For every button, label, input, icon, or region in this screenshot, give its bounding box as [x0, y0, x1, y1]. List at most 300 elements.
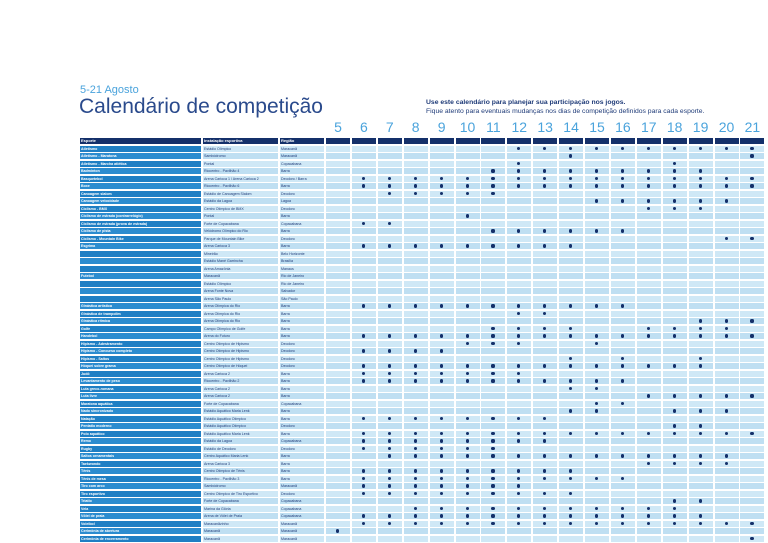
day-cell [533, 423, 558, 429]
sport-cell: Remo [80, 438, 202, 444]
day-cell [430, 161, 455, 167]
sport-cell: Levantamento de peso [80, 378, 202, 384]
day-cell [689, 468, 714, 474]
competition-day-dot [750, 522, 753, 525]
competition-day-dot [543, 454, 546, 457]
day-cell [740, 206, 765, 212]
day-cell [352, 153, 377, 159]
day-cell [689, 536, 714, 542]
day-cell [585, 446, 610, 452]
day-cell [740, 183, 765, 189]
day-cell [559, 303, 584, 309]
day-cell [740, 153, 765, 159]
day-cell [456, 356, 481, 362]
day-cell [689, 176, 714, 182]
day-cell [559, 198, 584, 204]
day-cell [533, 311, 558, 317]
sport-cell: Luta livre [80, 393, 202, 399]
day-cell [378, 176, 403, 182]
day-cell [533, 468, 558, 474]
venue-cell: Estádio da Lagoa [203, 198, 279, 204]
day-cell [326, 198, 351, 204]
competition-day-dot [440, 477, 443, 480]
day-cell [585, 423, 610, 429]
day-cell [663, 356, 688, 362]
day-cell [663, 431, 688, 437]
day-cell [611, 146, 636, 152]
venue-cell: Estádio Aquático Maria Lenk [203, 431, 279, 437]
day-cell [663, 333, 688, 339]
day-cell [740, 438, 765, 444]
competition-day-dot [595, 364, 598, 367]
day-cell [507, 213, 532, 219]
day-cell [507, 191, 532, 197]
competition-day-dot [699, 394, 702, 397]
day-cell [352, 528, 377, 534]
day-cell [378, 198, 403, 204]
day-cell [481, 228, 506, 234]
competition-day-dot [725, 319, 728, 322]
competition-day-dot [543, 184, 546, 187]
day-cell [430, 363, 455, 369]
day-cell [740, 281, 765, 287]
competition-day-dot [388, 244, 391, 247]
day-cell [559, 221, 584, 227]
day-cell [507, 491, 532, 497]
venue-cell: Arena Carioca 3 [203, 461, 279, 467]
day-cell [715, 273, 740, 279]
day-cell [507, 378, 532, 384]
competition-day-dot [440, 447, 443, 450]
competition-day-dot [595, 334, 598, 337]
day-cell [456, 191, 481, 197]
day-cell [689, 251, 714, 257]
day-cell [740, 431, 765, 437]
day-cell [481, 446, 506, 452]
day-cell [326, 438, 351, 444]
day-cell [585, 303, 610, 309]
competition-day-dot [647, 507, 650, 510]
competition-day-dot [414, 372, 417, 375]
day-cell [663, 221, 688, 227]
day-cell [585, 416, 610, 422]
day-cell [481, 431, 506, 437]
venue-cell: Arena Carioca 3 [203, 243, 279, 249]
day-cell [559, 296, 584, 302]
day-cell [740, 333, 765, 339]
day-cell [456, 326, 481, 332]
region-cell: Barra [280, 416, 325, 422]
day-cell [481, 296, 506, 302]
day-cell [404, 521, 429, 527]
competition-day-dot [466, 244, 469, 247]
day-cell [378, 236, 403, 242]
competition-day-dot [673, 462, 676, 465]
day-cell [689, 528, 714, 534]
day-cell [585, 273, 610, 279]
day-cell [715, 303, 740, 309]
day-cell [559, 206, 584, 212]
day-cell [404, 408, 429, 414]
competition-day-dot [491, 244, 494, 247]
day-cell [352, 476, 377, 482]
day-cell [715, 236, 740, 242]
day-cell [430, 206, 455, 212]
day-cell [326, 446, 351, 452]
day-cell [611, 228, 636, 234]
competition-day-dot [517, 522, 520, 525]
day-cell [585, 341, 610, 347]
day-cell [430, 326, 455, 332]
day-cell [663, 416, 688, 422]
day-cell [404, 461, 429, 467]
day-cell [689, 161, 714, 167]
day-number: 19 [692, 119, 709, 135]
day-cell [378, 168, 403, 174]
day-cell [740, 506, 765, 512]
day-cell [559, 401, 584, 407]
competition-day-dot [543, 177, 546, 180]
day-cell [689, 513, 714, 519]
day-cell [637, 521, 662, 527]
column-header-weekday [611, 138, 636, 144]
competition-day-dot [543, 439, 546, 442]
day-cell [585, 386, 610, 392]
competition-day-dot [725, 177, 728, 180]
competition-day-dot [491, 514, 494, 517]
day-cell [352, 318, 377, 324]
day-cell [507, 161, 532, 167]
day-cell [689, 273, 714, 279]
venue-cell: Arena Olímpica do Rio [203, 303, 279, 309]
day-cell [611, 506, 636, 512]
day-cell [740, 386, 765, 392]
competition-day-dot [388, 364, 391, 367]
day-cell [663, 363, 688, 369]
day-cell [585, 258, 610, 264]
day-cell [430, 311, 455, 317]
competition-day-dot [621, 229, 624, 232]
date-range: 5-21 Agosto [80, 84, 139, 96]
day-cell [378, 326, 403, 332]
competition-day-dot [621, 304, 624, 307]
competition-day-dot [673, 454, 676, 457]
day-cell [378, 296, 403, 302]
competition-day-dot [750, 177, 753, 180]
day-cell [715, 341, 740, 347]
day-cell [456, 213, 481, 219]
day-cell [326, 176, 351, 182]
day-cell [456, 498, 481, 504]
day-cell [507, 513, 532, 519]
day-cell [352, 303, 377, 309]
day-cell [663, 378, 688, 384]
day-cell [507, 288, 532, 294]
day-cell [689, 281, 714, 287]
day-cell [507, 498, 532, 504]
day-cell [663, 483, 688, 489]
day-cell [430, 341, 455, 347]
day-cell [611, 356, 636, 362]
competition-day-dot [414, 514, 417, 517]
day-cell [715, 288, 740, 294]
day-cell [326, 146, 351, 152]
competition-day-dot [517, 304, 520, 307]
day-cell [715, 506, 740, 512]
day-cell [404, 281, 429, 287]
day-cell [637, 468, 662, 474]
day-cell [715, 326, 740, 332]
competition-day-dot [569, 469, 572, 472]
sport-cell: Badminton [80, 168, 202, 174]
day-number: 11 [486, 119, 501, 135]
day-cell [430, 378, 455, 384]
competition-day-dot [414, 439, 417, 442]
competition-day-dot [491, 522, 494, 525]
day-cell [378, 258, 403, 264]
competition-day-dot [414, 364, 417, 367]
day-cell [585, 393, 610, 399]
day-cell [326, 461, 351, 467]
day-cell [611, 438, 636, 444]
competition-day-dot [621, 477, 624, 480]
region-cell: Barra [280, 333, 325, 339]
day-cell [585, 363, 610, 369]
competition-day-dot [517, 439, 520, 442]
sport-cell: Canoagem slalom [80, 191, 202, 197]
venue-cell: Centro Olímpico de Tênis [203, 468, 279, 474]
day-cell [352, 393, 377, 399]
day-cell [456, 483, 481, 489]
day-cell [430, 476, 455, 482]
competition-day-dot [466, 447, 469, 450]
day-cell [663, 146, 688, 152]
day-cell [326, 476, 351, 482]
day-cell [611, 221, 636, 227]
day-cell [585, 236, 610, 242]
competition-day-dot [673, 432, 676, 435]
day-cell [611, 401, 636, 407]
day-cell [456, 281, 481, 287]
day-cell [689, 221, 714, 227]
day-cell [663, 191, 688, 197]
day-cell [326, 401, 351, 407]
day-cell [740, 221, 765, 227]
region-cell: Maracanã [280, 153, 325, 159]
day-cell [378, 476, 403, 482]
competition-day-dot [543, 244, 546, 247]
day-cell [611, 423, 636, 429]
day-cell [533, 266, 558, 272]
competition-day-dot [362, 484, 365, 487]
day-cell [404, 183, 429, 189]
day-cell [637, 303, 662, 309]
day-cell [481, 206, 506, 212]
day-cell [533, 491, 558, 497]
sport-cell: Hipismo - Adestramento [80, 341, 202, 347]
day-cell [507, 401, 532, 407]
venue-cell: Sambódromo [203, 153, 279, 159]
competition-day-dot [699, 364, 702, 367]
competition-day-dot [388, 477, 391, 480]
day-cell [430, 386, 455, 392]
day-cell [404, 221, 429, 227]
day-cell [404, 416, 429, 422]
day-cell [378, 438, 403, 444]
venue-cell: Centro Olímpico de Hóquei [203, 363, 279, 369]
competition-day-dot [621, 169, 624, 172]
region-cell: Copacabana [280, 161, 325, 167]
day-cell [404, 386, 429, 392]
day-cell [481, 191, 506, 197]
day-cell [585, 513, 610, 519]
day-cell [481, 438, 506, 444]
competition-day-dot [440, 334, 443, 337]
day-cell [663, 213, 688, 219]
day-cell [689, 183, 714, 189]
day-cell [430, 468, 455, 474]
day-cell [352, 296, 377, 302]
day-cell [326, 183, 351, 189]
day-cell [533, 371, 558, 377]
day-number: 13 [537, 119, 553, 135]
day-cell [378, 281, 403, 287]
region-cell: Deodoro [280, 423, 325, 429]
day-number: 7 [385, 119, 394, 135]
day-cell [533, 438, 558, 444]
sport-cell: Taekwondo [80, 461, 202, 467]
sport-cell [80, 251, 202, 257]
day-cell [637, 281, 662, 287]
competition-day-dot [647, 364, 650, 367]
day-cell [404, 528, 429, 534]
competition-day-dot [543, 327, 546, 330]
competition-day-dot [543, 169, 546, 172]
day-cell [507, 483, 532, 489]
day-cell [637, 273, 662, 279]
competition-day-dot [699, 454, 702, 457]
day-cell [430, 146, 455, 152]
day-cell [637, 461, 662, 467]
day-cell [663, 393, 688, 399]
competition-day-dot [466, 214, 469, 217]
sport-cell: Ginástica de trampolim [80, 311, 202, 317]
competition-day-dot [414, 192, 417, 195]
region-cell: Barra [280, 243, 325, 249]
day-cell [715, 243, 740, 249]
competition-day-dot [414, 304, 417, 307]
day-cell [430, 356, 455, 362]
day-cell [533, 176, 558, 182]
day-cell [326, 498, 351, 504]
day-cell [740, 258, 765, 264]
day-cell [689, 521, 714, 527]
day-cell [378, 311, 403, 317]
day-cell [715, 431, 740, 437]
day-cell [533, 326, 558, 332]
day-cell [456, 228, 481, 234]
day-cell [352, 266, 377, 272]
day-cell [637, 213, 662, 219]
day-cell [456, 431, 481, 437]
competition-day-dot [569, 184, 572, 187]
day-cell [456, 386, 481, 392]
day-cell [559, 228, 584, 234]
day-cell [481, 153, 506, 159]
day-cell [740, 468, 765, 474]
competition-day-dot [673, 424, 676, 427]
day-cell [637, 491, 662, 497]
day-cell [637, 183, 662, 189]
competition-day-dot [362, 177, 365, 180]
day-cell [481, 176, 506, 182]
day-cell [378, 348, 403, 354]
region-cell: Deodoro [280, 491, 325, 497]
competition-day-dot [673, 334, 676, 337]
day-cell [507, 198, 532, 204]
day-cell [740, 483, 765, 489]
day-cell [456, 153, 481, 159]
day-cell [611, 348, 636, 354]
competition-day-dot [725, 522, 728, 525]
day-cell [663, 311, 688, 317]
competition-day-dot [440, 372, 443, 375]
day-cell [507, 476, 532, 482]
day-cell [740, 408, 765, 414]
competition-day-dot [440, 432, 443, 435]
competition-day-dot [517, 379, 520, 382]
day-cell [456, 258, 481, 264]
day-cell [352, 356, 377, 362]
competition-day-dot [543, 312, 546, 315]
day-cell [352, 423, 377, 429]
day-cell [507, 348, 532, 354]
day-cell [715, 161, 740, 167]
day-cell [715, 221, 740, 227]
day-cell [326, 521, 351, 527]
competition-day-dot [414, 522, 417, 525]
competition-day-dot [543, 507, 546, 510]
day-cell [378, 431, 403, 437]
competition-day-dot [543, 514, 546, 517]
day-cell [715, 266, 740, 272]
competition-day-dot [517, 177, 520, 180]
day-cell [663, 491, 688, 497]
day-cell [352, 228, 377, 234]
day-cell [559, 461, 584, 467]
day-cell [507, 536, 532, 542]
column-header-venue: Instalação esportiva [203, 138, 279, 144]
competition-day-dot [440, 192, 443, 195]
competition-day-dot [491, 417, 494, 420]
day-cell [663, 468, 688, 474]
competition-day-dot [543, 417, 546, 420]
competition-day-dot [543, 304, 546, 307]
day-cell [715, 401, 740, 407]
day-cell [430, 536, 455, 542]
day-cell [456, 221, 481, 227]
day-cell [378, 356, 403, 362]
day-cell [715, 191, 740, 197]
competition-day-dot [673, 327, 676, 330]
day-cell [430, 191, 455, 197]
competition-day-dot [362, 469, 365, 472]
day-cell [326, 378, 351, 384]
day-cell [326, 423, 351, 429]
day-cell [430, 176, 455, 182]
day-cell [611, 528, 636, 534]
competition-day-dot [466, 372, 469, 375]
